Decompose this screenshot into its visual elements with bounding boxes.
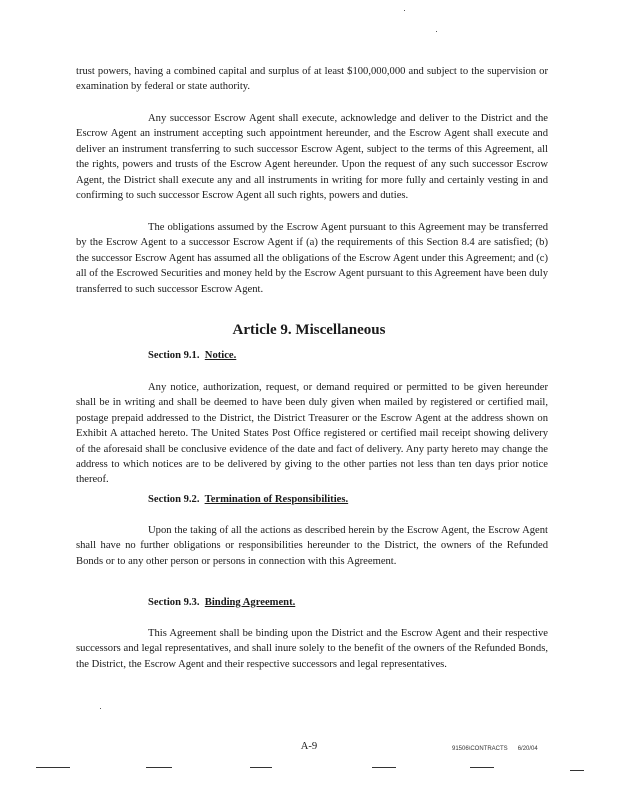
paragraph-continued: trust powers, having a combined capital and surplus of at least $100,000,000 and subject to the supervision or examination by federal or state authority. [76,66,548,93]
scan-mark [250,767,272,768]
doc-date: 6/20/04 [517,746,538,752]
paragraph-notice: Any notice, authorization, request, or demand required or permitted to be given hereunder shall be in writing and shall be deemed to have been duly given when mailed by registered or certified mail, postage prepaid addressed to the District, the District Treasurer or the Escrow Agent at the address shown on Exhibit A attached hereto. The United States Post Office registered or certified mail receipt showing delivery of the aforesaid shall be conclusive evidence of the date and fact of delivery. Any party hereto may change the address to which notices are to be delivered by giving to the other parties not less than ten days prior notice thereof. [76,382,548,486]
section-title: Termination of Responsibilities. [204,494,349,505]
scan-speck [100,708,101,709]
footer-doc-id [452,746,538,752]
section-number: Section 9.1. [148,350,200,361]
section-heading-binding [148,597,295,608]
scan-speck [436,31,437,32]
article-heading: Article 9. Miscellaneous [232,322,386,338]
scan-mark [36,767,70,768]
section-heading-notice [148,350,236,361]
section-heading-termination [148,494,348,505]
paragraph-termination: Upon the taking of all the actions as described herein by the Escrow Agent, the Escrow Agent shall have no further obligations or responsibilities hereunder to the District, the owners of the Refunded Bonds or to any other person or persons in connection with this Agreement. [76,525,548,567]
page-number: A-9 [300,741,318,752]
scan-mark [470,767,494,768]
paragraph-obligations-transfer: The obligations assumed by the Escrow Agent pursuant to this Agreement may be transferred by the Escrow Agent to a successor Escrow Agent if (a) the requirements of this Section 8.4 are satisfied; (b) the successor Escrow Agent has assumed all the obligations of the Escrow Agent under this Agreement; and (c) all of the Escrowed Securities and money held by the Escrow Agent pursuant to this Agreement have been duly transferred to such successor Escrow Agent. [76,222,548,295]
section-number: Section 9.3. [148,597,200,608]
paragraph-successor-execution: Any successor Escrow Agent shall execute, acknowledge and deliver to the District and the Escrow Agent an instrument accepting such appointment hereunder, and the Escrow Agent shall execute and deliver an instrument transferring to such successor Escrow Agent, subject to the terms of this Agreement, all the rights, powers and trusts of the Escrow Agent hereunder. Upon the request of any such successor Escrow Agent, the District shall execute any and all instruments in writing for more fully and certainly vesting in and confirming to such successor Escrow Agent all such rights, powers and duties. [76,113,548,202]
paragraph-binding: This Agreement shall be binding upon the District and the Escrow Agent and their respective successors and legal representatives, and shall inure solely to the benefit of the owners of the Refunded Bonds, the District, the Escrow Agent and their respective successors and legal representatives. [76,628,548,670]
section-title: Notice. [204,350,237,361]
scan-speck [404,10,405,11]
scan-mark [570,770,584,771]
scan-mark [146,767,172,768]
section-number: Section 9.2. [148,494,200,505]
doc-id: 91506\CONTRACTS [452,746,508,752]
scan-mark [372,767,396,768]
section-title: Binding Agreement. [204,597,296,608]
